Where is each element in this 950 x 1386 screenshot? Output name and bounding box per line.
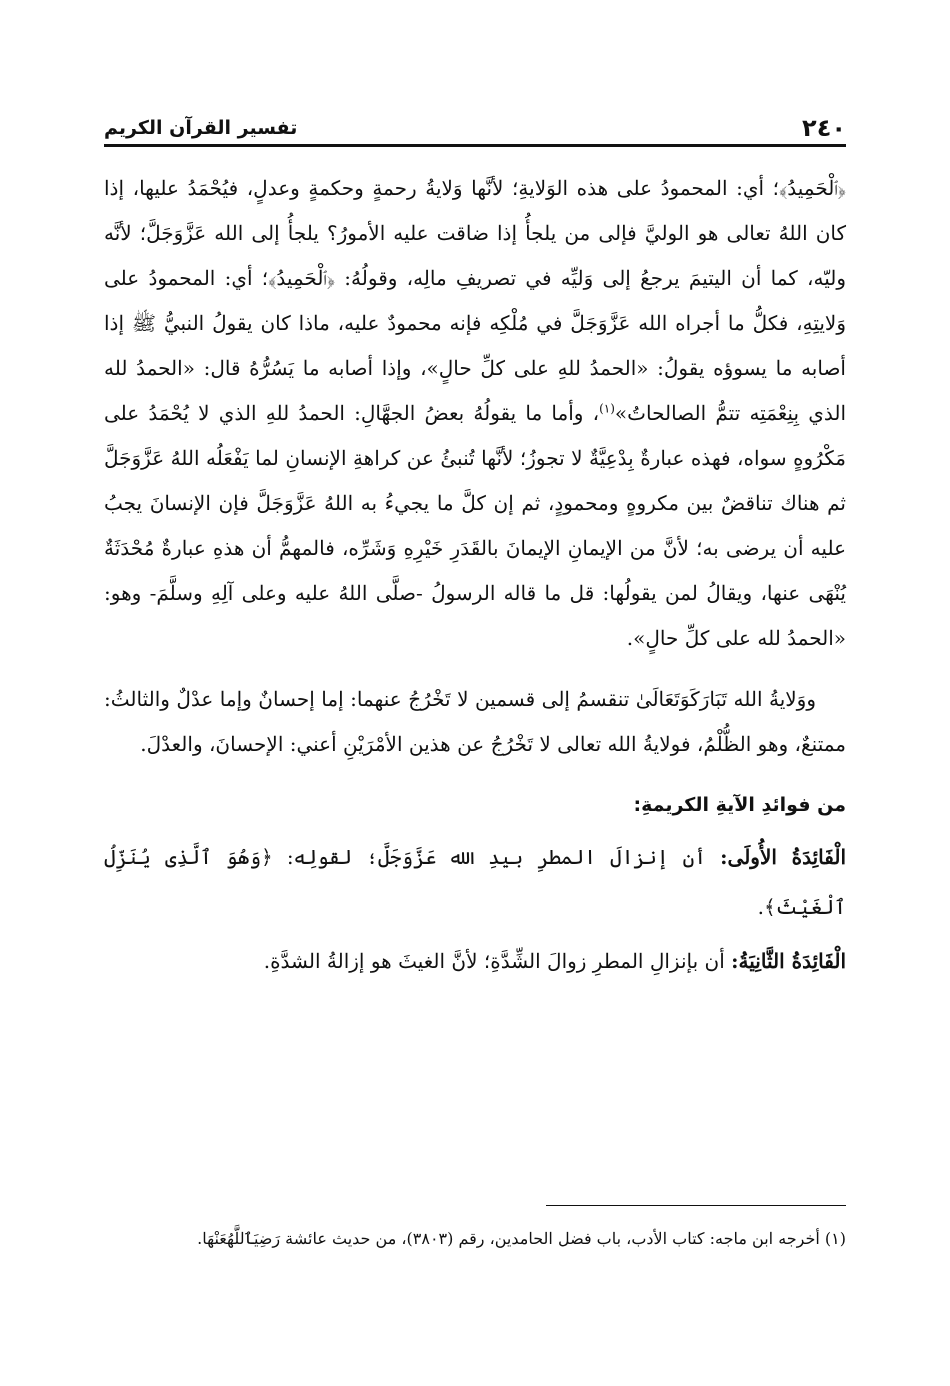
running-title: تفسير القرآن الكريم bbox=[104, 117, 298, 139]
page-number: ٢٤٠ bbox=[802, 114, 846, 142]
paragraph-1 bbox=[104, 166, 846, 661]
benefit-1-label: الْفَائِدَةُ الأُولَى: bbox=[720, 845, 846, 869]
benefit-1 bbox=[104, 832, 846, 932]
footnote: (١) أخرجه ابن ماجه: كتاب الأدب، باب فضل الحامدين، رقم (٣٨٠٣)، من حديث عائشة رَضِيَٱللَّهُعَنْهَا. bbox=[197, 1229, 846, 1248]
benefit-1-text: أن إنزالَ المطرِ بيدِ الله عَزَّوَجَلَّ؛ لقولِه: ﴿وَهُوَ ٱلَّذِى يُنَزِّلُ ٱلْغَيْثَ﴾. bbox=[104, 845, 846, 919]
footnote-reference: (١) bbox=[599, 401, 615, 416]
header-rule bbox=[104, 144, 846, 147]
main-text bbox=[104, 166, 846, 986]
section-heading: من فوائدِ الآيةِ الكريمةِ: bbox=[633, 794, 846, 816]
benefit-2-text: أن بإنزالِ المطرِ زوالَ الشِّدَّةِ؛ لأنَّ الغيثَ هو إزالةُ الشدَّةِ. bbox=[263, 949, 732, 973]
paragraph-2: ووَلايةُ الله تَبَارَكَوَتَعَالَىٰ تنقسمُ إلى قسمين لا تَخْرُجُ عنهما: إما إحسانٌ وإما عدْلٌ والثالثُ: ممتنعٌ، وهو الظُّلْمُ، فولايةُ الله تعالى لا تَخْرُجُ عن هذين الأمْرَيْنِ أعني: الإحسانَ، والعدْلَ. bbox=[104, 687, 846, 756]
benefit-2-label: الْفَائِدَةُ الثَّانِيَةُ: bbox=[731, 949, 846, 973]
paragraph-1-text: ﴿ٱلْحَمِيدُ﴾؛ أي: المحمودُ على هذه الوَلايةِ؛ لأنَّها وَلايةُ رحمةٍ وحكمةٍ وعدلٍ، فيُحْمَدُ عليها، إذا كان اللهُ تعالى هو الوليَّ فإلى من يلجأُ إذا ضاقت عليه الأمورُ؟ يلجأُ إلى الله عَزَّوَجَلَّ؛ لأنَّه وليّه، كما أن اليتيمَ يرجعُ إلى وَليِّه في تصريفِ مالِه، وقولُهُ: ﴿ٱلْحَمِيدُ﴾؛ أي: المحمودُ على وَلايتِهِ، فكلُّ ما أجراه الله عَزَّوَجَلَّ في مُلْكِه فإنه محمودٌ عليه، ماذا كان يقولُ النبيُّ ﷺ إذا أصابه ما يسوؤه يقولُ: «الحمدُ للهِ على كلِّ حالٍ»، وإذا أصابه ما يَسُرُّهُ قال: «الحمدُ لله الذي بِنِعْمَتِه تتمُّ الصالحاتُ» bbox=[104, 176, 847, 425]
benefit-2 bbox=[104, 936, 846, 986]
paragraph-1-continuation: ، وأما ما يقولُهُ بعضُ الجهَّالِ: الحمدُ للهِ الذي لا يُحْمَدُ على مَكْرُوهٍ سواه، فهذه عبارةٌ بِدْعِيَّةٌ لا تجوزُ؛ لأنَّها تُنبئُ عن كراهةِ الإنسانِ لما يَفْعَلُه اللهُ عَزَّوَجَلَّ ثم هناك تناقضٌ بين مكروهٍ ومحمودٍ، ثم إن كلَّ ما يجيءُ به اللهُ عَزَّوَجَلَّ فإن الإنسانَ يجبُ عليه أن يرضى به؛ لأنَّ من الإيمانِ الإيمانَ بالقَدَرِ خَيْرِهِ وَشَرِّه، فالمهمُّ أن هذهِ عبارةٌ مُحْدَثَةٌ يُنْهَى عنها، ويقالُ لمن يقولُها: قل ما قاله الرسولُ -صلَّى اللهُ عليه وعلى آلِهِ وسلَّمَ- وهو: «الحمدُ لله على كلِّ حالٍ». bbox=[104, 401, 846, 650]
page-header bbox=[104, 106, 846, 142]
footnote-rule bbox=[546, 1205, 846, 1206]
